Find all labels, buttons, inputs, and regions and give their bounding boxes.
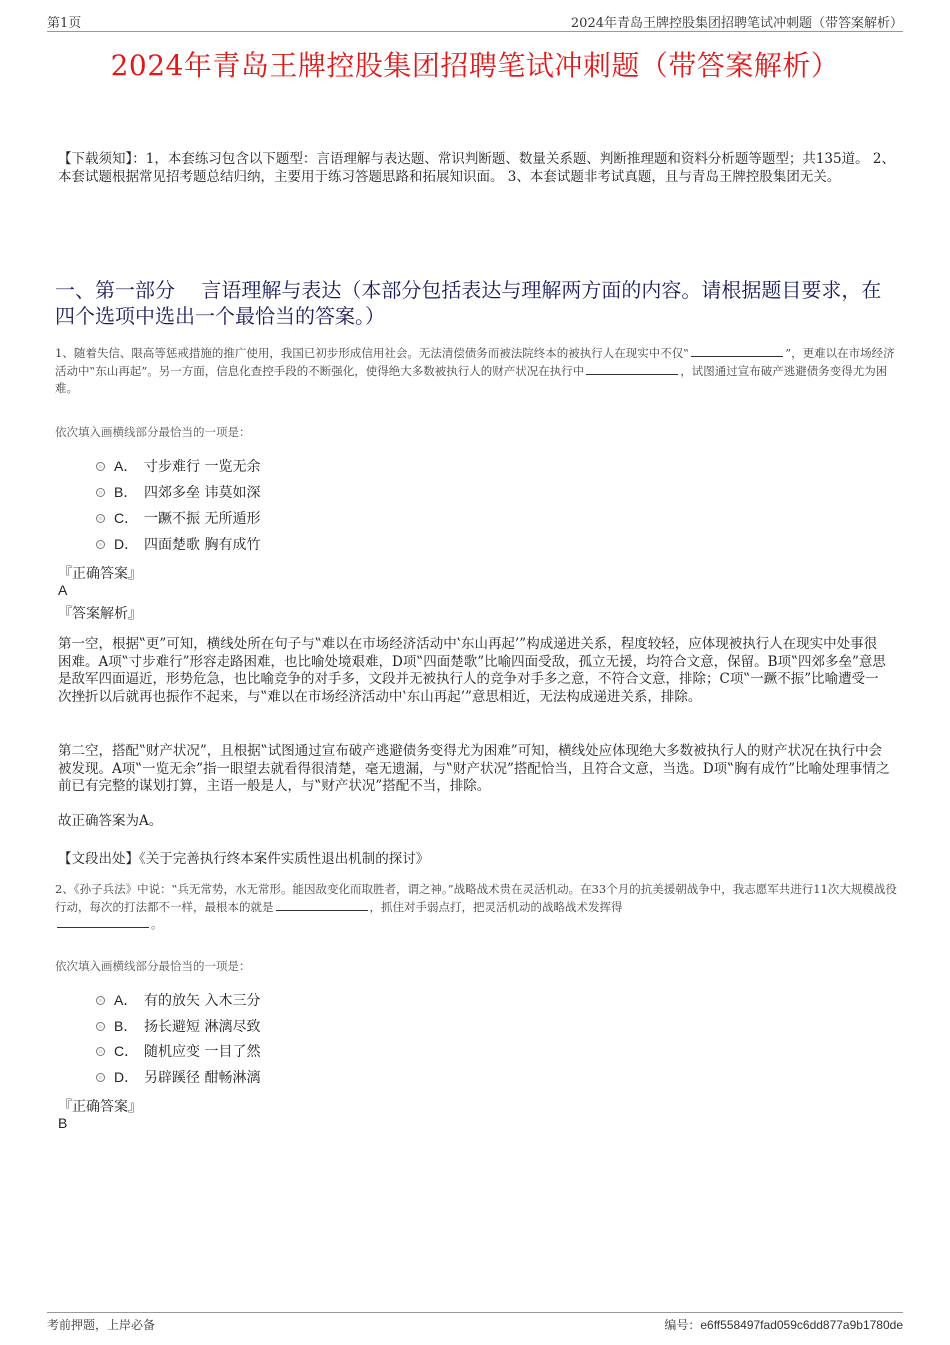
radio-icon[interactable]	[96, 1022, 105, 1031]
section-title: 一、第一部分 言语理解与表达（本部分包括表达与理解两方面的内容。请根据题目要求，在四个选项中选出一个最恰当的答案。）	[55, 278, 882, 328]
correct-answer: B	[58, 1115, 68, 1131]
question-2-prompt: 依次填入画横线部分最恰当的一项是：	[55, 959, 251, 973]
header-divider	[47, 31, 903, 32]
document-id: 编号：e6ff558497fad059c6dd877a9b1780de	[664, 1318, 903, 1332]
question-2-option-b[interactable]: B． 扬长避短 淋漓尽致	[96, 1016, 260, 1036]
question-1-text: 1、随着失信、限高等惩戒措施的推广使用，我国已初步形成信用社会。无法清偿债务而被法院终本的被执行人在现实中不仅‟ ”，更难以在市场经济活动中‟东山再起”。另一方面，信息化查控手段的不断强化，使得绝大多数被执行人的财产状况在执行中 ，试图通过宣布破产逃避债务变得尤为困难。	[55, 346, 895, 395]
footer-divider	[47, 1312, 903, 1313]
radio-icon[interactable]	[96, 462, 105, 471]
correct-answer-label: 『正确答案』	[58, 1099, 142, 1115]
analysis-conclusion: 故正确答案为A。	[58, 813, 163, 829]
fill-blank	[586, 363, 678, 375]
question-1-option-d[interactable]: D． 四面楚歌 胸有成竹	[96, 534, 260, 554]
footer-slogan: 考前押题，上岸必备	[47, 1318, 156, 1332]
question-1-prompt: 依次填入画横线部分最恰当的一项是：	[55, 425, 251, 439]
radio-icon[interactable]	[96, 996, 105, 1005]
correct-answer-label: 『正确答案』	[58, 566, 142, 582]
fill-blank	[691, 345, 783, 357]
question-1-option-a[interactable]: A． 寸步难行 一览无余	[96, 456, 260, 476]
question-1-option-b[interactable]: B． 四郊多垒 讳莫如深	[96, 482, 260, 502]
question-2-option-a[interactable]: A． 有的放矢 入木三分	[96, 990, 260, 1010]
question-2-text: 2、《孙子兵法》中说：‟兵无常势，水无常形。能因敌变化而取胜者，谓之神。”战略战术贵在灵活机动。在33个月的抗美援朝战争中，我志愿军共进行11次大规模战役行动，每次的打法都不一样，最根本的就是 ，抓住对手弱点打，把灵活机动的战略战术发挥得 。	[55, 882, 897, 931]
analysis-paragraph-2: 第二空，搭配‟财产状况”，且根据‟试图通过宣布破产逃避债务变得尤为困难”可知，横线处应体现绝大多数被执行人的财产状况在执行中会被发现。A项‟一览无余”指一眼望去就看得很清楚，毫无遗漏，与‟财产状况”搭配恰当，且符合文意，当选。D项‟胸有成竹”比喻处理事情之前已有完整的谋划打算，主语一般是人，与‟财产状况”搭配不当，排除。	[58, 743, 890, 794]
header-doc-title: 2024年青岛王牌控股集团招聘笔试冲刺题（带答案解析）	[570, 16, 903, 31]
passage-source: 【文段出处】《关于完善执行终本案件实质性退出机制的探讨》	[58, 851, 430, 867]
question-1-option-c[interactable]: C． 一蹶不振 无所遁形	[96, 508, 260, 528]
page-number: 第1页	[47, 16, 82, 31]
radio-icon[interactable]	[96, 1047, 105, 1056]
analysis-label: 『答案解析』	[58, 606, 142, 622]
page-title: 2024年青岛王牌控股集团招聘笔试冲刺题（带答案解析）	[110, 49, 840, 82]
fill-blank	[57, 916, 149, 928]
question-2-option-d[interactable]: D． 另辟蹊径 酣畅淋漓	[96, 1067, 260, 1087]
radio-icon[interactable]	[96, 1073, 105, 1082]
radio-icon[interactable]	[96, 540, 105, 549]
analysis-paragraph-1: 第一空，根据‟更”可知，横线处所在句子与‟难以在市场经济活动中‛东山再起’”构成递进关系，程度较轻，应体现被执行人在现实中处事很困难。A项‟寸步难行”形容走路困难，也比喻处境艰难，D项‟四面楚歌”比喻四面受敌，孤立无援，均符合文意，保留。B项‟四郊多垒”意思是敌军四面逼近，形势危急，也比喻竞争的对手多，文段并无被执行人的竞争对手多之意，不符合文意，排除；C项‟一蹶不振”比喻遭受一次挫折以后就再也振作不起来，与‟难以在市场经济活动中‛东山再起’”意思相近，无法构成递进关系，排除。	[58, 636, 886, 705]
radio-icon[interactable]	[96, 514, 105, 523]
radio-icon[interactable]	[96, 488, 105, 497]
fill-blank	[276, 899, 368, 911]
question-2-option-c[interactable]: C． 随机应变 一目了然	[96, 1041, 260, 1061]
download-notice: 【下载须知】：1，本套练习包含以下题型：言语理解与表达题、常识判断题、数量关系题、判断推理题和资料分析题等题型；共135道。 2、本套试题根据常见招考题总结归纳，主要用于练习答题思路和拓展知识面。 3、本套试题非考试真题，且与青岛王牌控股集团无关。	[58, 151, 895, 185]
correct-answer: A	[58, 582, 68, 598]
